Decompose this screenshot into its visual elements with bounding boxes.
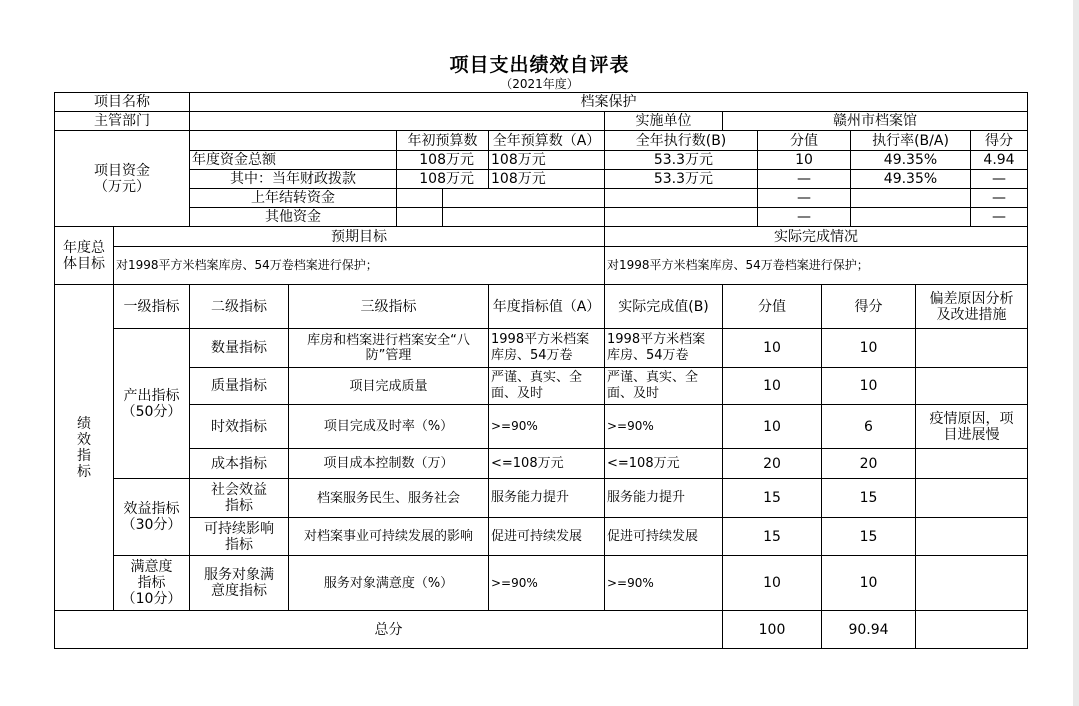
perf-row-score-value: 15 (723, 479, 822, 518)
dept-label: 主管部门 (55, 112, 190, 131)
perf-row-score-value: 10 (723, 329, 822, 368)
funds-row-rate (851, 189, 971, 208)
funds-row-initial: 108万元 (397, 170, 489, 189)
perf-row-reason (916, 479, 1028, 518)
perf-row-level2: 时效指标 (190, 405, 289, 449)
perf-row-reason (916, 518, 1028, 556)
perf-row-score: 10 (822, 368, 916, 405)
funds-row-executed (605, 208, 758, 227)
goals-actual-text: 对1998平方米档案库房、54万卷档案进行保护； (605, 247, 1028, 285)
funds-row-initial: 108万元 (397, 151, 489, 170)
funds-row-initial (397, 208, 443, 227)
perf-row-target: 1998平方米档案 库房、54万卷 (489, 329, 605, 368)
impl-unit-label: 实施单位 (605, 112, 723, 131)
perf-row-reason (916, 329, 1028, 368)
perf-row-score-value: 15 (723, 518, 822, 556)
perf-row-level3: 对档案事业可持续发展的影响 (289, 518, 489, 556)
funds-row-score: 4.94 (971, 151, 1028, 170)
goals-actual-header: 实际完成情况 (605, 227, 1028, 247)
goals-expected-header: 预期目标 (114, 227, 605, 247)
perf-row-level2: 可持续影响 指标 (190, 518, 289, 556)
funds-row-score-value: — (758, 189, 851, 208)
page-title: 项目支出绩效自评表 (449, 54, 630, 76)
perf-row-target: 严谨、真实、全 面、及时 (489, 368, 605, 405)
perf-label: 绩 效 指 标 (55, 285, 114, 611)
evaluation-table (54, 92, 1028, 649)
total-label: 总分 (55, 611, 723, 649)
funds-row-rate: 49.35% (851, 170, 971, 189)
perf-row-target: <=108万元 (489, 449, 605, 479)
perf-header-level2: 二级指标 (190, 285, 289, 329)
goals-label: 年度总 体目标 (55, 227, 114, 285)
funds-row-label: 年度资金总额 (190, 151, 397, 170)
perf-row-level2: 社会效益 指标 (190, 479, 289, 518)
funds-row-executed: 53.3万元 (605, 151, 758, 170)
perf-row-reason: 疫情原因，项 目进展慢 (916, 405, 1028, 449)
perf-row-actual: 严谨、真实、全 面、及时 (605, 368, 723, 405)
perf-row-level3: 项目成本控制数（万） (289, 449, 489, 479)
perf-row-reason (916, 556, 1028, 611)
perf-row-score: 15 (822, 518, 916, 556)
goals-expected-text: 对1998平方米档案库房、54万卷档案进行保护； (114, 247, 605, 285)
perf-row-actual: 1998平方米档案 库房、54万卷 (605, 329, 723, 368)
funds-row-annual (443, 189, 605, 208)
perf-row-score-value: 10 (723, 405, 822, 449)
perf-row-target: 服务能力提升 (489, 479, 605, 518)
funds-header-score-value: 分值 (758, 131, 851, 151)
perf-row-score: 15 (822, 479, 916, 518)
total-score: 90.94 (822, 611, 916, 649)
perf-group-benefit: 效益指标 （30分） (114, 479, 190, 556)
funds-row-score: — (971, 170, 1028, 189)
perf-row-target: >=90% (489, 405, 605, 449)
perf-row-level3: 库房和档案进行档案安全“八 防”管理 (289, 329, 489, 368)
funds-header-executed: 全年执行数(B) (605, 131, 758, 151)
funds-row-initial (397, 189, 443, 208)
funds-header-annual: 全年预算数（A） (489, 131, 605, 151)
perf-row-actual: <=108万元 (605, 449, 723, 479)
perf-row-actual: >=90% (605, 556, 723, 611)
funds-label: 项目资金 （万元） (55, 131, 190, 227)
funds-row-score: — (971, 189, 1028, 208)
perf-header-actual: 实际完成值(B) (605, 285, 723, 329)
perf-row-level2: 成本指标 (190, 449, 289, 479)
perf-row-score: 20 (822, 449, 916, 479)
funds-row-annual: 108万元 (489, 170, 605, 189)
funds-header-score: 得分 (971, 131, 1028, 151)
page-subtitle: （2021年度） (500, 77, 579, 91)
perf-row-score-value: 10 (723, 556, 822, 611)
funds-header-initial: 年初预算数 (397, 131, 489, 151)
impl-unit-value: 赣州市档案馆 (723, 112, 1028, 131)
funds-row-annual (443, 208, 605, 227)
perf-row-score-value: 20 (723, 449, 822, 479)
funds-row-label: 其他资金 (190, 208, 397, 227)
perf-header-score-value: 分值 (723, 285, 822, 329)
perf-row-actual: 服务能力提升 (605, 479, 723, 518)
perf-header-reason: 偏差原因分析 及改进措施 (916, 285, 1028, 329)
project-name-value: 档案保护 (190, 93, 1028, 112)
funds-row-score-value: — (758, 208, 851, 227)
funds-header-blank (190, 131, 397, 151)
funds-row-label: 其中：当年财政拨款 (190, 170, 397, 189)
funds-header-exec-rate: 执行率(B/A) (851, 131, 971, 151)
funds-row-rate: 49.35% (851, 151, 971, 170)
funds-row-annual: 108万元 (489, 151, 605, 170)
funds-row-score: — (971, 208, 1028, 227)
perf-row-score-value: 10 (723, 368, 822, 405)
dept-value (190, 112, 605, 131)
perf-row-actual: >=90% (605, 405, 723, 449)
perf-row-level2: 质量指标 (190, 368, 289, 405)
funds-row-score-value: 10 (758, 151, 851, 170)
perf-row-level3: 项目完成及时率（%） (289, 405, 489, 449)
perf-row-score: 6 (822, 405, 916, 449)
perf-row-score: 10 (822, 329, 916, 368)
perf-row-reason (916, 449, 1028, 479)
perf-row-level3: 档案服务民生、服务社会 (289, 479, 489, 518)
total-score-value: 100 (723, 611, 822, 649)
funds-row-rate (851, 208, 971, 227)
funds-row-score-value: — (758, 170, 851, 189)
perf-header-score: 得分 (822, 285, 916, 329)
perf-header-target: 年度指标值（A） (489, 285, 605, 329)
perf-row-level3: 服务对象满意度（%） (289, 556, 489, 611)
perf-row-level2: 服务对象满 意度指标 (190, 556, 289, 611)
project-name-label: 项目名称 (55, 93, 190, 112)
total-reason (916, 611, 1028, 649)
funds-row-executed: 53.3万元 (605, 170, 758, 189)
window-edge (1073, 0, 1079, 706)
perf-row-reason (916, 368, 1028, 405)
perf-row-level3: 项目完成质量 (289, 368, 489, 405)
perf-row-score: 10 (822, 556, 916, 611)
funds-row-executed (605, 189, 758, 208)
perf-row-level2: 数量指标 (190, 329, 289, 368)
perf-group-output: 产出指标 （50分） (114, 329, 190, 479)
perf-row-target: 促进可持续发展 (489, 518, 605, 556)
perf-header-level3: 三级指标 (289, 285, 489, 329)
perf-row-target: >=90% (489, 556, 605, 611)
perf-group-satisfaction: 满意度 指标 （10分） (114, 556, 190, 611)
funds-row-label: 上年结转资金 (190, 189, 397, 208)
perf-row-actual: 促进可持续发展 (605, 518, 723, 556)
perf-header-level1: 一级指标 (114, 285, 190, 329)
